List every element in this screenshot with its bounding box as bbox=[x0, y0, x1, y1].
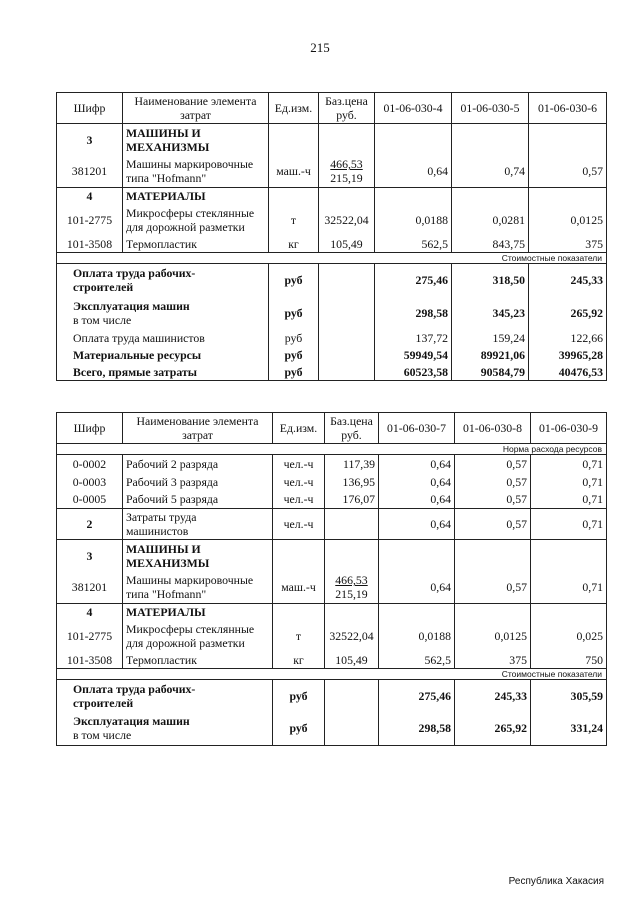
summary-value-1: 275,46 bbox=[379, 680, 455, 712]
row-code: 101-3508 bbox=[57, 236, 123, 253]
row-value-2: 0,74 bbox=[452, 156, 529, 188]
row-price: 176,07 bbox=[325, 491, 379, 509]
col-header-norm-1: 01-06-030-4 bbox=[375, 93, 452, 124]
summary-name-line-1: Оплата труда рабочих- bbox=[73, 265, 196, 280]
col-header-unit: Ед.изм. bbox=[269, 93, 319, 124]
row-value-3: 0,71 bbox=[531, 572, 607, 604]
col-header-norm-3: 01-06-030-6 bbox=[529, 93, 607, 124]
row-name-line-1: Машины маркировочные bbox=[126, 573, 254, 588]
col-header-norm-3: 01-06-030-9 bbox=[531, 413, 607, 444]
row-value-3: 750 bbox=[531, 652, 607, 669]
summary-name-line-2: строителей bbox=[73, 695, 134, 710]
row-name: Рабочий 5 разряда bbox=[123, 491, 273, 509]
row-value-2: 375 bbox=[455, 652, 531, 669]
row-price-line-1: 466,53 bbox=[330, 157, 363, 172]
footer-region-name: Республика Хакасия bbox=[508, 876, 604, 887]
row-value-3: 0,71 bbox=[531, 455, 607, 473]
row-name-line-2: типа "Hofmann" bbox=[126, 171, 207, 186]
summary-value-1: 137,72 bbox=[375, 330, 452, 347]
summary-value-2: 89921,06 bbox=[452, 347, 529, 364]
summary-unit: руб bbox=[269, 364, 319, 381]
section-code: 3 bbox=[57, 540, 123, 572]
row-value-3: 0,71 bbox=[531, 473, 607, 491]
row-name-line-2: типа "Hofmann" bbox=[126, 587, 207, 602]
band-row-resource-norm bbox=[57, 444, 607, 455]
row-value-3: 0,71 bbox=[531, 509, 607, 540]
table-row-machine bbox=[57, 156, 607, 188]
row-unit: кг bbox=[273, 652, 325, 669]
summary-value-1: 60523,58 bbox=[375, 364, 452, 381]
summary-name: Всего, прямые затраты bbox=[57, 364, 269, 381]
row-name-line-2: машинистов bbox=[126, 524, 189, 538]
summary-name-line-1: Эксплуатация машин bbox=[73, 298, 190, 313]
row-name bbox=[123, 156, 269, 188]
table-row-material bbox=[57, 620, 607, 652]
row-name bbox=[123, 509, 273, 540]
row-price-line-2: 215,19 bbox=[335, 587, 368, 602]
band-label: Норма расхода ресурсов bbox=[57, 444, 607, 455]
summary-unit: руб bbox=[269, 296, 319, 330]
table-row-worker bbox=[57, 455, 607, 473]
row-code: 0-0003 bbox=[57, 473, 123, 491]
row-name-line-2: для дорожной разметки bbox=[126, 220, 245, 234]
row-code: 0-0005 bbox=[57, 491, 123, 509]
summary-value-1: 59949,54 bbox=[375, 347, 452, 364]
row-code: 101-2775 bbox=[57, 204, 123, 236]
row-value-2: 0,57 bbox=[455, 455, 531, 473]
row-code: 2 bbox=[57, 509, 123, 540]
summary-row-operator-pay bbox=[57, 330, 607, 347]
row-price: 32522,04 bbox=[319, 204, 375, 236]
summary-value-2: 265,92 bbox=[455, 712, 531, 746]
row-value-2: 0,57 bbox=[455, 491, 531, 509]
section-title-line-1: МАШИНЫ И bbox=[126, 125, 201, 140]
row-price bbox=[325, 572, 379, 604]
row-value-1: 0,64 bbox=[379, 455, 455, 473]
row-value-3: 0,71 bbox=[531, 491, 607, 509]
row-unit: чел.-ч bbox=[273, 509, 325, 540]
row-name: Термопластик bbox=[123, 236, 269, 253]
summary-name: Материальные ресурсы bbox=[57, 347, 269, 364]
row-price: 105,49 bbox=[319, 236, 375, 253]
row-value-3: 375 bbox=[529, 236, 607, 253]
row-code: 381201 bbox=[57, 572, 123, 604]
table-row-material bbox=[57, 236, 607, 253]
col-header-code: Шифр bbox=[57, 413, 123, 444]
section-title-line-2: МЕХАНИЗМЫ bbox=[126, 555, 210, 570]
row-value-1: 0,64 bbox=[379, 473, 455, 491]
row-unit: чел.-ч bbox=[273, 473, 325, 491]
row-value-2: 843,75 bbox=[452, 236, 529, 253]
section-title: МАТЕРИАЛЫ bbox=[123, 188, 269, 205]
row-unit: кг bbox=[269, 236, 319, 253]
section-title bbox=[123, 540, 273, 572]
row-name: Рабочий 3 разряда bbox=[123, 473, 273, 491]
row-value-1: 0,64 bbox=[379, 572, 455, 604]
summary-row-machines bbox=[57, 296, 607, 330]
section-row-materials bbox=[57, 604, 607, 621]
summary-name bbox=[57, 712, 273, 746]
cost-table-2 bbox=[56, 412, 607, 746]
row-value-3: 0,0125 bbox=[529, 204, 607, 236]
summary-value-3: 331,24 bbox=[531, 712, 607, 746]
summary-value-3: 39965,28 bbox=[529, 347, 607, 364]
table-header-row bbox=[57, 413, 607, 444]
row-value-2: 0,0281 bbox=[452, 204, 529, 236]
row-name: Рабочий 2 разряда bbox=[123, 455, 273, 473]
summary-row-materials bbox=[57, 347, 607, 364]
band-label: Стоимостные показатели bbox=[57, 669, 607, 680]
row-price bbox=[319, 156, 375, 188]
row-name-line-1: Микросферы стеклянные bbox=[126, 622, 255, 636]
row-unit: маш.-ч bbox=[269, 156, 319, 188]
summary-name bbox=[57, 264, 269, 296]
row-value-2: 0,57 bbox=[455, 572, 531, 604]
row-unit: маш.-ч bbox=[273, 572, 325, 604]
section-row-materials bbox=[57, 188, 607, 205]
row-name bbox=[123, 572, 273, 604]
table-row-operator-labor bbox=[57, 509, 607, 540]
row-value-1: 0,64 bbox=[379, 509, 455, 540]
table-row-material bbox=[57, 204, 607, 236]
summary-value-3: 40476,53 bbox=[529, 364, 607, 381]
row-unit: т bbox=[273, 620, 325, 652]
summary-value-1: 298,58 bbox=[379, 712, 455, 746]
col-header-name: Наименование элемента затрат bbox=[123, 413, 273, 444]
section-row-machines bbox=[57, 124, 607, 156]
row-value-1: 0,64 bbox=[375, 156, 452, 188]
row-unit: чел.-ч bbox=[273, 455, 325, 473]
row-value-1: 0,0188 bbox=[379, 620, 455, 652]
row-name-line-1: Микросферы стеклянные bbox=[126, 206, 255, 220]
band-row-cost-indicators bbox=[57, 669, 607, 680]
row-name-line-1: Затраты труда bbox=[126, 510, 197, 524]
row-value-1: 562,5 bbox=[375, 236, 452, 253]
row-value-2: 0,57 bbox=[455, 509, 531, 540]
row-price: 32522,04 bbox=[325, 620, 379, 652]
band-row-cost-indicators bbox=[57, 253, 607, 264]
row-price-line-2: 215,19 bbox=[330, 171, 363, 186]
summary-value-3: 122,66 bbox=[529, 330, 607, 347]
section-row-machines bbox=[57, 540, 607, 572]
summary-row-labor bbox=[57, 680, 607, 712]
row-name-line-1: Машины маркировочные bbox=[126, 157, 254, 172]
row-code: 101-3508 bbox=[57, 652, 123, 669]
summary-unit: руб bbox=[273, 712, 325, 746]
row-value-1: 0,0188 bbox=[375, 204, 452, 236]
col-header-unit: Ед.изм. bbox=[273, 413, 325, 444]
summary-value-3: 265,92 bbox=[529, 296, 607, 330]
summary-name-line-2: в том числе bbox=[73, 728, 132, 743]
row-code: 0-0002 bbox=[57, 455, 123, 473]
row-price: 136,95 bbox=[325, 473, 379, 491]
summary-row-labor bbox=[57, 264, 607, 296]
summary-value-1: 275,46 bbox=[375, 264, 452, 296]
row-value-2: 0,57 bbox=[455, 473, 531, 491]
row-name: Термопластик bbox=[123, 652, 273, 669]
page-number: 215 bbox=[310, 40, 330, 55]
table-row-machine bbox=[57, 572, 607, 604]
table-row-material bbox=[57, 652, 607, 669]
summary-name bbox=[57, 680, 273, 712]
row-value-2: 0,0125 bbox=[455, 620, 531, 652]
col-header-name: Наименование элемента затрат bbox=[123, 93, 269, 124]
row-name bbox=[123, 620, 273, 652]
section-code: 3 bbox=[57, 124, 123, 156]
summary-name: Оплата труда машинистов bbox=[57, 330, 269, 347]
section-code: 4 bbox=[57, 604, 123, 621]
row-value-3: 0,57 bbox=[529, 156, 607, 188]
summary-value-2: 318,50 bbox=[452, 264, 529, 296]
section-title: МАТЕРИАЛЫ bbox=[123, 604, 273, 621]
row-unit: чел.-ч bbox=[273, 491, 325, 509]
col-header-code: Шифр bbox=[57, 93, 123, 124]
col-header-base-price: Баз.цена руб. bbox=[325, 413, 379, 444]
summary-unit: руб bbox=[269, 264, 319, 296]
row-name bbox=[123, 204, 269, 236]
table-row-worker bbox=[57, 491, 607, 509]
summary-value-2: 159,24 bbox=[452, 330, 529, 347]
section-title-line-1: МАШИНЫ И bbox=[126, 541, 201, 556]
row-price: 105,49 bbox=[325, 652, 379, 669]
row-unit: т bbox=[269, 204, 319, 236]
table-row-worker bbox=[57, 473, 607, 491]
summary-value-2: 90584,79 bbox=[452, 364, 529, 381]
summary-unit: руб bbox=[269, 347, 319, 364]
summary-row-machines bbox=[57, 712, 607, 746]
summary-value-1: 298,58 bbox=[375, 296, 452, 330]
col-header-norm-1: 01-06-030-7 bbox=[379, 413, 455, 444]
row-value-1: 0,64 bbox=[379, 491, 455, 509]
row-code: 101-2775 bbox=[57, 620, 123, 652]
summary-name-line-2: строителей bbox=[73, 279, 134, 294]
col-header-base-price: Баз.цена руб. bbox=[319, 93, 375, 124]
summary-name-line-1: Эксплуатация машин bbox=[73, 714, 190, 729]
table-header-row bbox=[57, 93, 607, 124]
row-code: 381201 bbox=[57, 156, 123, 188]
summary-unit: руб bbox=[273, 680, 325, 712]
col-header-norm-2: 01-06-030-8 bbox=[455, 413, 531, 444]
section-title bbox=[123, 124, 269, 156]
band-label: Стоимостные показатели bbox=[57, 253, 607, 264]
summary-name-line-2: в том числе bbox=[73, 312, 132, 327]
row-price-line-1: 466,53 bbox=[335, 573, 368, 588]
summary-value-2: 245,33 bbox=[455, 680, 531, 712]
col-header-norm-2: 01-06-030-5 bbox=[452, 93, 529, 124]
row-value-3: 0,025 bbox=[531, 620, 607, 652]
section-code: 4 bbox=[57, 188, 123, 205]
cost-table-1 bbox=[56, 92, 607, 381]
row-value-1: 562,5 bbox=[379, 652, 455, 669]
section-title-line-2: МЕХАНИЗМЫ bbox=[126, 139, 210, 154]
summary-name bbox=[57, 296, 269, 330]
summary-value-3: 245,33 bbox=[529, 264, 607, 296]
row-name-line-2: для дорожной разметки bbox=[126, 636, 245, 650]
summary-value-3: 305,59 bbox=[531, 680, 607, 712]
summary-row-total bbox=[57, 364, 607, 381]
summary-value-2: 345,23 bbox=[452, 296, 529, 330]
summary-unit: руб bbox=[269, 330, 319, 347]
summary-name-line-1: Оплата труда рабочих- bbox=[73, 681, 196, 696]
row-price: 117,39 bbox=[325, 455, 379, 473]
